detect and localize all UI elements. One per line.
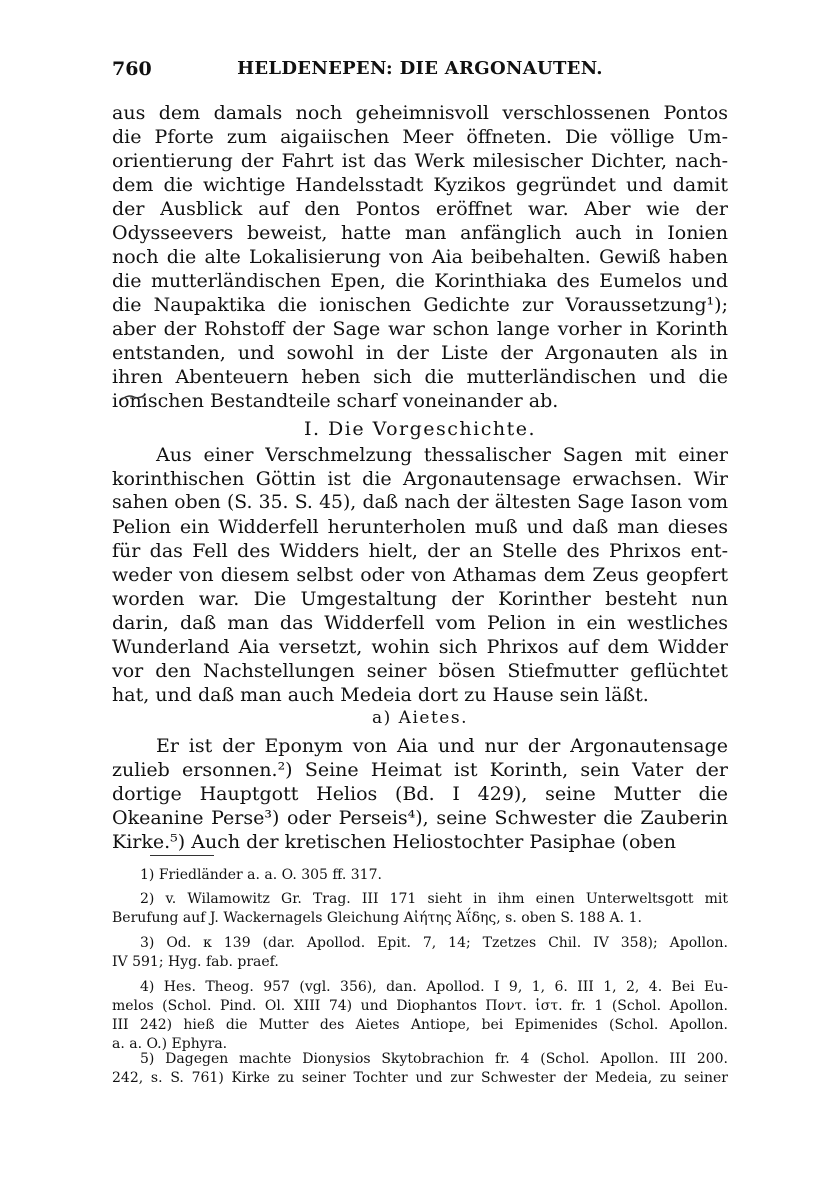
- footnote-line: 242, s. S. 761) Kirke zu seiner Tochter und zur Schwester der Medeia, zu seiner: [112, 1070, 728, 1086]
- footnote-divider: [150, 855, 214, 856]
- footnote-line: Berufung auf J. Wackernagels Gleichung Αἰήτης Ἀΐδης, s. oben S. 188 A. 1.: [112, 910, 642, 926]
- footnote-line: 1) Friedländer a. a. O. 305 ff. 317.: [140, 867, 382, 883]
- text-line: für das Fell des Widders hielt, der an Stelle des Phrixos ent-: [112, 540, 728, 562]
- text-line: hat, und daß man auch Medeia dort zu Hause sein läßt.: [112, 684, 649, 706]
- text-line: die mutterländischen Epen, die Korinthiaka des Eumelos und: [112, 270, 728, 292]
- text-line: weder von diesem selbst oder von Athamas dem Zeus geopfert: [112, 564, 728, 586]
- text-line: sahen oben (S. 35. S. 45), daß nach der ältesten Sage Iason vom: [112, 492, 728, 513]
- page-header: [112, 58, 728, 88]
- text-line: Pelion ein Widderfell herunterholen muß und daß man dieses: [112, 516, 728, 538]
- footnote-line: 3) Od. κ 139 (dar. Apollod. Epit. 7, 14; Tzetzes Chil. IV 358); Apollon.: [140, 935, 728, 951]
- text-line: zulieb ersonnen.²) Seine Heimat ist Korinth, sein Vater der: [112, 759, 728, 781]
- text-line: die Pforte zum aigaiischen Meer öffneten. Die völlige Um-: [112, 126, 728, 148]
- text-line: dortige Hauptgott Helios (Bd. I 429), seine Mutter die: [112, 783, 728, 805]
- running-title: HELDENEPEN: DIE ARGONAUTEN.: [237, 58, 603, 79]
- text-line: Wunderland Aia versetzt, wohin sich Phrixos auf dem Widder: [112, 636, 728, 658]
- footnote-4: [112, 978, 728, 1054]
- text-line: vor den Nachstellungen seiner bösen Stiefmutter geflüchtet: [112, 660, 728, 682]
- text-line: worden war. Die Umgestaltung der Korinther besteht nun: [112, 588, 728, 610]
- text-line: Odysseevers beweist, hatte man anfänglich auch in Ionien: [112, 222, 728, 244]
- text-line: orientierung der Fahrt ist das Werk milesischer Dichter, nach-: [112, 150, 728, 172]
- text-line: korinthischen Göttin ist die Argonautensage erwachsen. Wir: [112, 468, 728, 490]
- text-line: Kirke.⁵) Auch der kretischen Heliostochter Pasiphae (oben: [112, 831, 677, 853]
- footnote-line: 2) v. Wilamowitz Gr. Trag. III 171 sieht in ihm einen Unterweltsgott mit: [140, 891, 728, 907]
- footnote-line: 5) Dagegen machte Dionysios Skytobrachion fr. 4 (Schol. Apollon. III 200.: [140, 1051, 728, 1067]
- text-line: entstanden, und sowohl in der Liste der Argonauten als in: [112, 342, 728, 364]
- page-number: 760: [112, 58, 152, 80]
- footnote-line: melos (Schol. Pind. Ol. XIII 74) und Diophantos Ποντ. ἱστ. fr. 1 (Schol. Apollon.: [112, 998, 728, 1014]
- footnote-line: a. a. O.) Ephyra.: [112, 1036, 228, 1052]
- text-line: aber der Rohstoff der Sage war schon lange vorher in Korinth: [112, 318, 728, 340]
- footnote-2: [112, 890, 728, 928]
- text-line: ionischen Bestandteile scharf voneinander ab.: [112, 390, 559, 412]
- text-line: darin, daß man das Widderfell vom Pelion in ein westliches: [112, 612, 728, 634]
- subsection-paragraph: [112, 734, 728, 854]
- text-line: noch die alte Lokalisierung von Aia beibehalten. Gewiß haben: [112, 246, 728, 268]
- text-line: aus dem damals noch geheimnisvoll verschlossenen Pontos: [112, 102, 728, 124]
- footnote-3: [112, 934, 728, 972]
- paragraph-mark-icon: [120, 392, 146, 402]
- text-line: ihren Abenteuern heben sich die mutterländischen und die: [112, 366, 728, 388]
- text-line: der Ausblick auf den Pontos eröffnet war. Aber wie der: [112, 198, 728, 220]
- text-line: Aus einer Verschmelzung thessalischer Sagen mit einer: [156, 444, 728, 466]
- text-line: Okeanine Perse³) oder Perseis⁴), seine Schwester die Zauberin: [112, 807, 728, 829]
- text-line: dem die wichtige Handelsstadt Kyzikos gegründet und damit: [112, 174, 728, 196]
- text-line: Er ist der Eponym von Aia und nur der Argonautensage: [156, 735, 728, 757]
- footnote-line: IV 591; Hyg. fab. praef.: [112, 954, 279, 970]
- footnote-line: III 242) hieß die Mutter des Aietes Antiope, bei Epimenides (Schol. Apollon.: [112, 1017, 728, 1033]
- subsection-heading: a) Aietes.: [372, 708, 468, 728]
- footnote-line: 4) Hes. Theog. 957 (vgl. 356), dan. Apollod. I 9, 1, 6. III 1, 2, 4. Bei Eu-: [140, 979, 728, 995]
- section-heading: I. Die Vorgeschichte.: [303, 418, 537, 440]
- footnote-5: [112, 1050, 728, 1088]
- text-line: die Naupaktika die ionischen Gedichte zur Voraussetzung¹);: [112, 294, 728, 316]
- intro-paragraph: [112, 101, 728, 413]
- footnote-1: [112, 866, 728, 885]
- section-paragraph: [112, 443, 728, 707]
